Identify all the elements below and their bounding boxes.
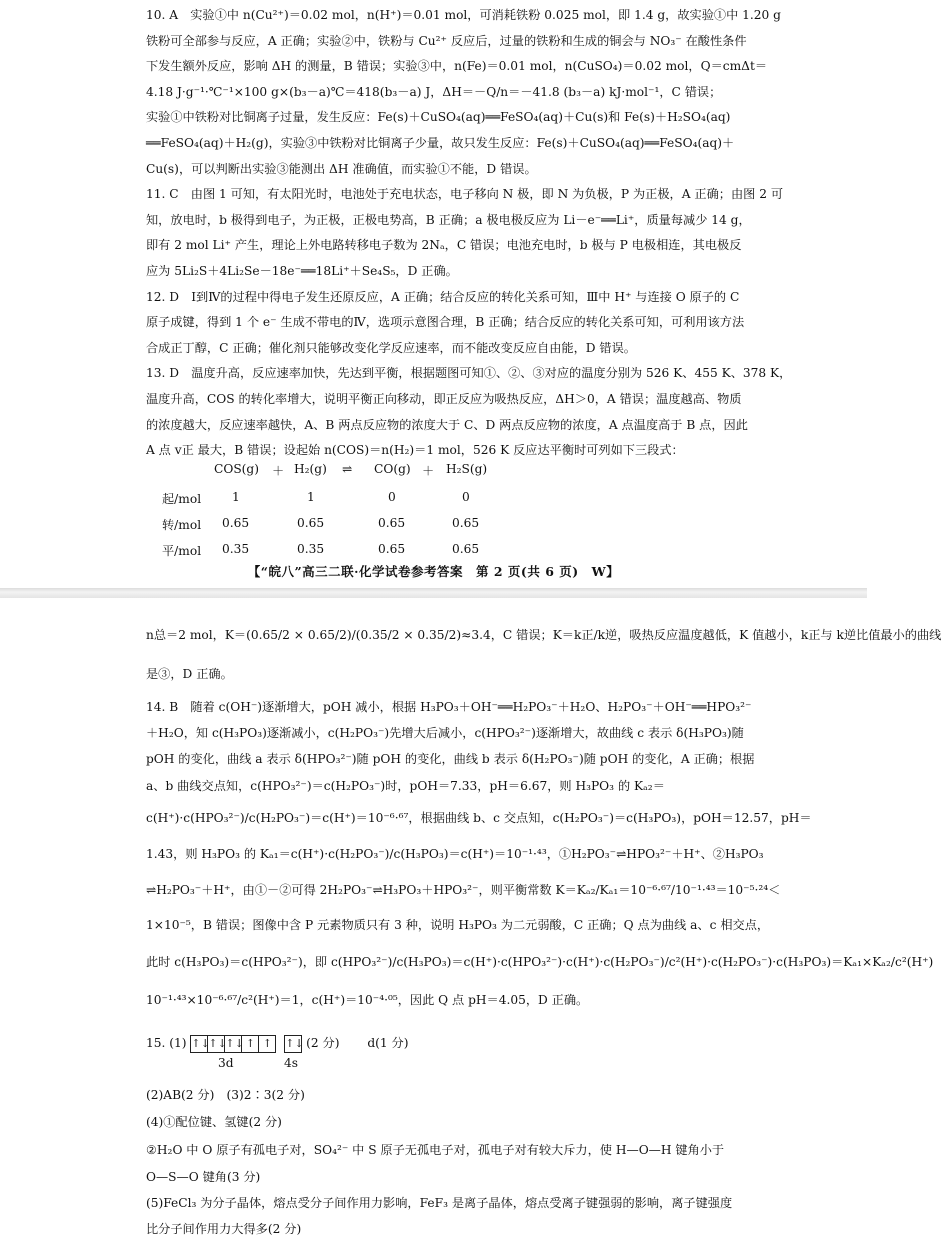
bottom-text-block: [146, 616, 941, 1018]
page-footer: 【“皖八”高三二联·化学试卷参考答案 第 2 页(共 6 页) W】: [247, 564, 620, 579]
ice-species: H₂S(g): [446, 462, 488, 476]
text-line: 比分子间作用力大得多(2 分): [146, 1222, 302, 1236]
ice-cell: 1: [307, 490, 315, 504]
text-line: Cu(s)，可以判断出实验③能测出 ΔH 准确值，而实验①不能，D 错误。: [146, 161, 537, 176]
ice-arrow: ⇌: [342, 462, 353, 476]
q15-text-block: [146, 1082, 733, 1242]
ice-cell: 0.65: [378, 542, 406, 556]
text-line: 铁粉可全部参与反应，A 正确；实验②中，铁粉与 Cu²⁺ 反应后，过量的铁粉和生成的铜会与 NO₃⁻ 在酸性条件: [146, 33, 747, 48]
text-line: 10. A 实验①中 n(Cu²⁺)＝0.02 mol，n(H⁺)＝0.01 mol，可消耗铁粉 0.025 mol，即 1.4 g，故实验①中 1.20 g: [146, 8, 781, 22]
ice-row-label: 转/mol: [162, 518, 202, 532]
orbital-label-4s: 4s: [284, 1056, 299, 1070]
text-line: 此时 c(H₃PO₃)＝c(HPO₃²⁻)，即 c(HPO₃²⁻)/c(H₃PO₃)＝c(H⁺)·c(HPO₃²⁻)·c(H⁺)·c(H₂PO₃⁻)/c²(H⁺)·c(H₂PO₃⁻)·c(H₃PO₃)＝Kₐ₁×Kₐ₂/c²(H⁺): [146, 955, 934, 969]
text-line: 的浓度越大，反应速率越快，A、B 两点反应物的浓度大于 C、D 两点反应物的浓度，A 点温度高于 B 点，因此: [146, 417, 748, 432]
ice-species: COS(g): [214, 462, 259, 476]
ice-cell: 0.65: [452, 542, 480, 556]
text-line: 1.43，则 H₃PO₃ 的 Kₐ₁＝c(H⁺)·c(H₂PO₃⁻)/c(H₃PO₃)＝c(H⁺)＝10⁻¹·⁴³，①H₂PO₃⁻⇌HPO₃²⁻＋H⁺、②H₃PO₃: [146, 847, 764, 861]
orbital-box: ↑↓: [208, 1036, 227, 1050]
text-line: (4)①配位键、氢键(2 分): [146, 1115, 282, 1129]
ice-cell: 0.35: [297, 542, 325, 556]
text-line: ＋H₂O，知 c(H₃PO₃)逐渐减小，c(H₂PO₃⁻)先增大后减小，c(HPO₃²⁻)逐渐增大，故曲线 c 表示 δ(H₃PO₃)随: [146, 726, 744, 740]
text-line: A 点 v正 最大，B 错误；设起始 n(COS)＝n(H₂)＝1 mol，526 K 反应达平衡时可列如下三段式：: [146, 443, 684, 458]
text-line: 10⁻¹·⁴³×10⁻⁶·⁶⁷/c²(H⁺)＝1，c(H⁺)＝10⁻⁴·⁰⁵，因此 Q 点 pH＝4.05，D 正确。: [146, 993, 589, 1007]
text-line: 应为 5Li₂S＋4Li₂Se－18e⁻══18Li⁺＋Se₄S₅，D 正确。: [146, 263, 458, 278]
ice-cell: 0.65: [378, 516, 406, 530]
orbital-label-3d: 3d: [218, 1056, 234, 1070]
q15-score: (2 分): [306, 1036, 340, 1050]
text-line: 是③，D 正确。: [146, 667, 233, 681]
text-line: (2)AB(2 分) (3)2∶3(2 分): [146, 1088, 305, 1102]
answer-page-3: [0, 598, 941, 1236]
orbital-box: ↑↓: [191, 1036, 210, 1050]
text-line: 1×10⁻⁵，B 错误；图像中含 P 元素物质只有 3 种，说明 H₃PO₃ 为二元弱酸，C 正确；Q 点为曲线 a、c 相交点，: [146, 918, 770, 932]
text-line: 4.18 J·g⁻¹·℃⁻¹×100 g×(b₃－a)℃＝418(b₃－a) J，ΔH＝－Q/n＝－41.8 (b₃－a) kJ·mol⁻¹，C 错误；: [146, 84, 722, 99]
ice-row-label: 平/mol: [162, 544, 202, 558]
ice-cell: 0: [388, 490, 396, 504]
orbital-box: ↑: [242, 1036, 259, 1052]
text-line: n总＝2 mol，K＝(0.65/2 × 0.65/2)/(0.35/2 × 0.35/2)≈3.4，C 错误；K＝k正/k逆，吸热反应温度越低，K 值越小，k正与 k逆比值最小的曲线: [146, 628, 941, 642]
orbital-box: ↑↓: [225, 1036, 244, 1050]
orbital-box: ↑: [262, 1036, 273, 1050]
ice-cell: 0.65: [297, 516, 325, 530]
page-separator: [0, 588, 867, 598]
orbital-box: ↑↓: [285, 1036, 304, 1050]
ice-cell: 0.65: [222, 516, 250, 530]
ice-cell: 1: [232, 490, 240, 504]
ice-plus: ＋: [422, 464, 435, 478]
text-line: ②H₂O 中 O 原子有孤电子对，SO₄²⁻ 中 S 原子无孤电子对，孤电子对有较大斥力，使 H—O—H 键角小于: [146, 1143, 725, 1157]
text-line: 原子成键，得到 1 个 e⁻ 生成不带电的Ⅳ，选项示意图合理，B 正确；结合反应的转化关系可知，可利用该方法: [146, 315, 745, 330]
ice-cell: 0.65: [452, 516, 480, 530]
orbital-diagram-3d: [190, 1035, 276, 1053]
q15-answer-d: d(1 分): [367, 1036, 409, 1050]
text-line: 13. D 温度升高，反应速率加快，先达到平衡，根据题图可知①、②、③对应的温度分别为 526 K、455 K、378 K，: [146, 366, 792, 381]
text-line: 实验①中铁粉对比铜离子过量，发生反应：Fe(s)＋CuSO₄(aq)══FeSO₄(aq)＋Cu(s)和 Fe(s)＋H₂SO₄(aq): [146, 110, 731, 125]
top-text-block: [146, 3, 792, 464]
text-line: O—S—O 键角(3 分): [146, 1170, 261, 1184]
text-line: (5)FeCl₃ 为分子晶体，熔点受分子间作用力影响，FeF₃ 是离子晶体，熔点受离子键强弱的影响，离子键强度: [146, 1196, 733, 1210]
ice-row-label: 起/mol: [162, 492, 202, 506]
ice-cell: 0.35: [222, 542, 250, 556]
q15-label: 15. (1): [146, 1036, 187, 1050]
text-line: 12. D Ⅰ到Ⅳ的过程中得电子发生还原反应，A 正确；结合反应的转化关系可知，Ⅲ中 H⁺ 与连接 O 原子的 C: [146, 289, 740, 304]
text-line: 11. C 由图 1 可知，有太阳光时，电池处于充电状态，电子移向 N 极，即 N 为负极，P 为正极，A 正确；由图 2 可: [146, 187, 784, 202]
text-line: ══FeSO₄(aq)＋H₂(g)，实验③中铁粉对比铜离子少量，故只发生反应：Fe(s)＋CuSO₄(aq)══FeSO₄(aq)＋: [146, 135, 735, 150]
answer-page-2: [0, 0, 867, 588]
text-line: 温度升高，COS 的转化率增大，说明平衡正向移动，即正反应为吸热反应，ΔH＞0，A 错误；温度越高、物质: [146, 391, 742, 406]
ice-cell: 0: [462, 490, 470, 504]
text-line: c(H⁺)·c(HPO₃²⁻)/c(H₂PO₃⁻)＝c(H⁺)＝10⁻⁶·⁶⁷，根据曲线 b、c 交点知，c(H₂PO₃⁻)＝c(H₃PO₃)，pOH＝12.57，pH＝: [146, 811, 812, 825]
text-line: 14. B 随着 c(OH⁻)逐渐增大，pOH 减小，根据 H₃PO₃＋OH⁻══H₂PO₃⁻＋H₂O、H₂PO₃⁻＋OH⁻══HPO₃²⁻: [146, 700, 752, 714]
text-line: ⇌H₂PO₃⁻＋H⁺，由①－②可得 2H₂PO₃⁻⇌H₃PO₃＋HPO₃²⁻，则平衡常数 K＝Kₐ₂/Kₐ₁＝10⁻⁶·⁶⁷/10⁻¹·⁴³＝10⁻⁵·²⁴＜: [146, 883, 781, 897]
text-line: 即有 2 mol Li⁺ 产生，理论上外电路转移电子数为 2Nₐ，C 错误；电池充电时，b 极与 P 电极相连，其电极反: [146, 238, 742, 253]
text-line: pOH 的变化，曲线 a 表示 δ(HPO₃²⁻)随 pOH 的变化，曲线 b 表示 δ(H₂PO₃⁻)随 pOH 的变化，A 正确；根据: [146, 752, 755, 766]
ice-plus: ＋: [272, 464, 285, 478]
ice-species: CO(g): [374, 462, 411, 476]
text-line: 知，放电时，b 极得到电子，为正极，正极电势高，B 正确；a 极电极反应为 Li－e⁻══Li⁺，质量每减少 14 g，: [146, 212, 751, 227]
orbital-diagram-4s: [284, 1035, 302, 1053]
text-line: 合成正丁醇，C 正确；催化剂只能够改变化学反应速率，而不能改变反应自由能，D 错误。: [146, 340, 636, 355]
text-line: 下发生额外反应，影响 ΔH 的测量，B 错误；实验③中，n(Fe)＝0.01 mol，n(CuSO₄)＝0.02 mol，Q＝cmΔt＝: [146, 59, 768, 74]
text-line: a、b 曲线交点知，c(HPO₃²⁻)＝c(H₂PO₃⁻)时，pOH＝7.33，pH＝6.67，则 H₃PO₃ 的 Kₐ₂＝: [146, 779, 665, 793]
ice-species: H₂(g): [294, 462, 327, 476]
q15-orbital-line: [146, 1034, 409, 1053]
